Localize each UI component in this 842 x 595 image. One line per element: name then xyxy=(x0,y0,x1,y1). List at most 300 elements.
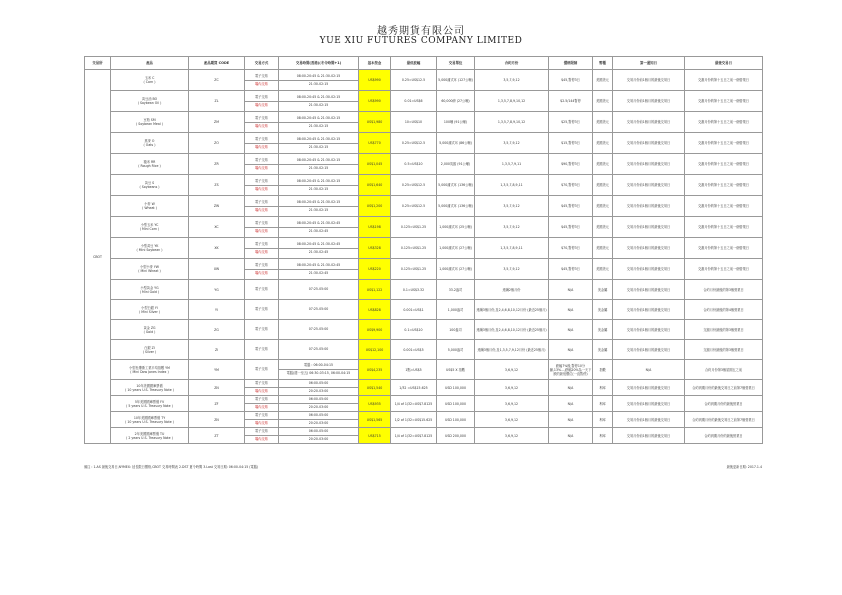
last-trading-cell: 交割月份最後的第3個營業日 xyxy=(685,340,763,360)
product-name: 糙米 RR xyxy=(143,160,156,164)
currency-cell: 美金屬 xyxy=(593,300,613,320)
product-cell xyxy=(111,175,189,196)
product-cell xyxy=(111,280,189,300)
column-header: 基本按金 xyxy=(359,57,391,70)
company-name-en: YUE XIU FUTURES COMPANY LIMITED xyxy=(319,36,523,46)
product-code-cell: XC xyxy=(189,217,245,238)
price-limit-cell: $45,暫停3日 xyxy=(549,217,593,238)
table-row xyxy=(85,91,763,112)
table-row xyxy=(85,280,763,300)
first-notice-cell: 交易月份前1個月的最後交易日 xyxy=(613,175,685,196)
footnote: 備注 : 1.AS 最後交易日,NYMEX: 延長限日價格,CBOT 交易時間表 2.DST 夏令時間 3.Last 交易日期: 06:00-04:15 (電腦) xyxy=(84,465,259,469)
product-cell xyxy=(111,154,189,175)
trading-unit-cell: USD 100,000 xyxy=(437,412,475,428)
currency-cell: 美金屬 xyxy=(593,340,613,360)
contract-months-cell: 連續2個月份 xyxy=(475,280,549,300)
first-notice-cell: 交易月份前1個月的最後交易日 xyxy=(613,320,685,340)
contract-months-cell: 連續3個月份,及1,3,5,7,9,12月份 (最近25個月) xyxy=(475,340,549,360)
trade-method-cell-line: 場內交易 xyxy=(255,102,268,107)
trade-method-cell-line: 場內交易 xyxy=(255,186,268,191)
trading-unit-cell: 100噸 (91公噸) xyxy=(437,112,475,133)
column-header: 產品 xyxy=(111,57,189,70)
margin-cell: US$1,122 xyxy=(359,280,391,300)
trade-method-cell-line: 電子交易 xyxy=(245,262,278,270)
currency-cell: 美金屬 xyxy=(593,320,613,340)
price-limit-cell: $45,暫停3日 xyxy=(549,259,593,280)
trading-hours-cell xyxy=(279,259,359,280)
trade-method-cell xyxy=(245,280,279,300)
table-row xyxy=(85,259,763,280)
price-limit-cell: N/A xyxy=(549,412,593,428)
trading-hours-cell-line: 20:20-03:00 xyxy=(308,421,329,425)
last-trading-cell: 交割月份的第十五日之前一個營業日 xyxy=(685,70,763,91)
trade-method-cell-line: 電子交易 xyxy=(255,347,268,351)
first-notice-cell: 交易月份前1個月的最後交易日 xyxy=(613,238,685,259)
price-limit-cell: $45,暫停3日 xyxy=(549,196,593,217)
trading-unit-cell: 33.2盎司 xyxy=(437,280,475,300)
product-name: 小型黃豆 YK xyxy=(140,244,159,248)
tick-size-cell: 0.01=US$6 xyxy=(391,91,437,112)
trading-hours-cell xyxy=(279,300,359,320)
tick-size-cell: 0.125=US$1.25 xyxy=(391,217,437,238)
product-name: 白銀 ZI xyxy=(144,345,155,350)
product-name: 玉米 C xyxy=(144,76,155,80)
trading-unit-cell: 100盎司 xyxy=(437,320,475,340)
tick-size-cell: 0.001=US$1 xyxy=(391,300,437,320)
trading-unit-cell: USD 100,000 xyxy=(437,380,475,396)
currency-cell: 美金屬 xyxy=(593,280,613,300)
trade-method-cell xyxy=(245,133,279,154)
price-limit-cell: $70,暫停3日 xyxy=(549,175,593,196)
trade-method-cell xyxy=(245,412,279,428)
product-name-en: ( Mini Dow Jones Index ) xyxy=(130,369,169,374)
price-limit-cell: N/A xyxy=(549,396,593,412)
tick-size-cell: 0.25=US$12.5 xyxy=(391,70,437,91)
product-code-cell: ZT xyxy=(189,428,245,444)
product-name-en: ( Oats ) xyxy=(143,143,156,147)
product-name: 黃金 ZG xyxy=(143,325,156,330)
currency-cell: 美國美元 xyxy=(593,217,613,238)
currency-cell: 美國美元 xyxy=(593,175,613,196)
trade-method-cell xyxy=(245,396,279,412)
trading-hours-cell-line: 21:30-02:15 xyxy=(308,207,329,212)
trading-unit-cell: 5,000盎司 xyxy=(437,340,475,360)
trade-method-cell-line: 場內交易 xyxy=(255,270,268,275)
trade-method-cell-line: 電子交易 xyxy=(245,220,278,228)
product-cell xyxy=(111,412,189,428)
first-notice-cell: 交易月份前1個月的最後交易日 xyxy=(613,133,685,154)
margin-cell: US$828 xyxy=(359,300,391,320)
product-code-cell: ZC xyxy=(189,70,245,91)
last-trading-cell: 合約月份第3個星期五之前 xyxy=(685,360,763,380)
trading-hours-cell xyxy=(279,154,359,175)
trading-hours-cell-line: 08:00-20:45 & 21:30-02:15 xyxy=(279,178,358,186)
trade-method-cell-line: 電子交易 xyxy=(255,307,268,311)
trading-hours-cell-line: 20:20-03:00 xyxy=(308,405,329,409)
margin-cell: US$990 xyxy=(359,91,391,112)
last-trading-cell: 合約到期月份的最後營業日 xyxy=(685,396,763,412)
contract-months-cell: 3,6,9,12 xyxy=(475,380,549,396)
trade-method-cell-line: 電子交易 xyxy=(255,367,268,371)
trading-hours-cell-line: 06:00-05:00 xyxy=(279,428,358,436)
product-name: 小型玉米 YC xyxy=(140,223,159,227)
table-row xyxy=(85,300,763,320)
trade-method-cell-line: 電子交易 xyxy=(245,199,278,207)
trading-hours-cell-line: 21:30-02:15 xyxy=(308,165,329,170)
trading-hours-cell-line: 08:00-20:45 & 21:30-02:15 xyxy=(279,115,358,123)
exchange-cell: CBOT xyxy=(85,70,111,444)
trading-hours-cell-line: 電腦(週一至五) 06:30-03:15, 06:00-04:15 xyxy=(286,371,351,375)
trading-hours-cell-line: 08:00-20:45 & 21:30-02:45 xyxy=(279,220,358,228)
product-cell xyxy=(111,91,189,112)
product-name: 小型小麥 YW xyxy=(140,265,159,269)
table-row xyxy=(85,360,763,380)
price-limit-cell: N/A xyxy=(549,300,593,320)
contract-months-cell: 3,5,7,9,12 xyxy=(475,133,549,154)
last-trading-cell: 交割月份的第十五日之前一個營業日 xyxy=(685,91,763,112)
trading-hours-cell xyxy=(279,196,359,217)
contract-months-cell: 3,5,7,9,12 xyxy=(475,259,549,280)
product-cell xyxy=(111,428,189,444)
trading-hours-cell-line: 08:00-20:45 & 21:30-02:15 xyxy=(279,73,358,81)
trading-hours-cell-line: 08:00-20:45 & 21:30-02:15 xyxy=(279,94,358,102)
currency-cell: 美國美元 xyxy=(593,70,613,91)
table-row xyxy=(85,175,763,196)
trade-method-cell-line: 場內交易 xyxy=(255,249,268,254)
product-code-cell: ZG xyxy=(189,320,245,340)
trading-hours-cell-line: 電腦 : 06:00-04:15 xyxy=(279,362,358,370)
table-header-row xyxy=(85,57,763,70)
product-code-cell: ZO xyxy=(189,133,245,154)
price-limit-cell: N/A xyxy=(549,380,593,396)
trade-method-cell-line: 場內交易 xyxy=(255,123,268,128)
product-cell xyxy=(111,380,189,396)
tick-size-cell: 0.001=US$5 xyxy=(391,340,437,360)
product-name-en: ( Mini Corn ) xyxy=(139,227,160,231)
trading-hours-cell xyxy=(279,320,359,340)
last-trading-cell: 合約到期月份的最後營業日 xyxy=(685,428,763,444)
product-name-en: ( Soybeans ) xyxy=(139,185,160,189)
trade-method-cell xyxy=(245,238,279,259)
currency-cell: 美國美元 xyxy=(593,133,613,154)
trade-method-cell xyxy=(245,154,279,175)
product-code-cell: XW xyxy=(189,259,245,280)
product-cell xyxy=(111,70,189,91)
trading-hours-cell-line: 08:00-20:45 & 21:30-02:45 xyxy=(279,241,358,249)
trading-hours-cell-line: 06:00-05:00 xyxy=(279,412,358,420)
product-cell xyxy=(111,340,189,360)
currency-cell: 利率 xyxy=(593,428,613,444)
trading-hours-cell-line: 21:30-02:45 xyxy=(308,249,329,254)
contract-months-cell: 連續3個月份,及2,4,6,8,10,12月份 (最近25個月) xyxy=(475,300,549,320)
last-trading-cell: 合約到期月份的最後交易日之前第7個營業日 xyxy=(685,412,763,428)
trade-method-cell-line: 場內交易 xyxy=(255,144,268,149)
price-limit-cell: N/A xyxy=(549,280,593,300)
product-name: 小麥 W xyxy=(144,202,155,206)
contract-months-cell: 1,3,5,7,8,9,10,12 xyxy=(475,112,549,133)
tick-size-cell: 0.25=US$12.5 xyxy=(391,196,437,217)
last-trading-cell: 交割月份的第十五日之前一個營業日 xyxy=(685,217,763,238)
trade-method-cell xyxy=(245,91,279,112)
tick-size-cell: 0.25=US$12.5 xyxy=(391,175,437,196)
trade-method-cell-line: 電子交易 xyxy=(245,73,278,81)
price-limit-cell: $70,暫停3日 xyxy=(549,238,593,259)
first-notice-cell: 交易月份前1個月的最後交易日 xyxy=(613,259,685,280)
trade-method-cell-line: 電子交易 xyxy=(245,396,278,404)
product-name-en: ( Silver ) xyxy=(142,349,157,354)
trade-method-cell xyxy=(245,380,279,396)
product-name-en: ( Corn ) xyxy=(143,80,156,84)
last-trading-cell: 交割月份的第十五日之前一個營業日 xyxy=(685,196,763,217)
margin-cell: US$1,540 xyxy=(359,380,391,396)
table-row xyxy=(85,428,763,444)
product-name: 10年美國國庫票債 TY xyxy=(133,415,166,420)
margin-cell: US$1,045 xyxy=(359,154,391,175)
product-name-en: ( Soybean Oil ) xyxy=(137,101,162,105)
table-row xyxy=(85,196,763,217)
trade-method-cell-line: 電子交易 xyxy=(245,380,278,388)
trading-hours-cell-line: 21:30-02:45 xyxy=(308,270,329,275)
trading-hours-cell xyxy=(279,70,359,91)
product-name-en: ( Gold ) xyxy=(143,329,156,334)
margin-cell: US$9,900 xyxy=(359,320,391,340)
trade-method-cell-line: 場內交易 xyxy=(255,389,268,393)
trade-method-cell-line: 場內交易 xyxy=(255,405,268,409)
product-code-cell: ZF xyxy=(189,396,245,412)
trade-method-cell-line: 電子交易 xyxy=(245,241,278,249)
contract-months-cell: 1,3,5,7,8,9,11 xyxy=(475,238,549,259)
price-limit-cell: $90,暫停3日 xyxy=(549,154,593,175)
margin-cell: US$990 xyxy=(359,70,391,91)
trading-hours-cell-line: 21:30-02:15 xyxy=(308,144,329,149)
trading-hours-cell-line: 08:00-20:45 & 21:30-02:45 xyxy=(279,262,358,270)
product-name: 燕麥 O xyxy=(144,139,155,143)
trade-method-cell xyxy=(245,175,279,196)
price-limit-cell: N/A xyxy=(549,340,593,360)
price-limit-cell: $15,暫停3日 xyxy=(549,133,593,154)
trading-hours-cell-line: 07:25-05:00 xyxy=(308,347,329,351)
trade-method-cell-line: 場內交易 xyxy=(255,421,268,425)
product-cell xyxy=(111,112,189,133)
trading-hours-cell-line: 08:00-20:45 & 21:30-02:15 xyxy=(279,136,358,144)
product-code-cell: ZN xyxy=(189,412,245,428)
trade-method-cell xyxy=(245,196,279,217)
price-limit-cell: N/A xyxy=(549,428,593,444)
futures-spec-table xyxy=(84,56,763,444)
margin-cell: US$4,235 xyxy=(359,360,391,380)
trading-hours-cell-line: 21:30-02:15 xyxy=(308,186,329,191)
trade-method-cell-line: 場內交易 xyxy=(255,228,268,233)
product-cell xyxy=(111,196,189,217)
trade-method-cell-line: 場內交易 xyxy=(255,437,268,441)
trade-method-cell xyxy=(245,70,279,91)
table-row xyxy=(85,70,763,91)
product-code-cell: XK xyxy=(189,238,245,259)
trading-hours-cell-line: 08:00-20:45 & 21:30-02:15 xyxy=(279,157,358,165)
product-name: 5年美國國庫票債 FV xyxy=(134,399,165,404)
trading-unit-cell: 1,000蒲式耳 (27公噸) xyxy=(437,238,475,259)
column-header: 交易時間(香港)(冬令時間+1) xyxy=(279,57,359,70)
table-row xyxy=(85,320,763,340)
trading-unit-cell: 5,000蒲式耳 (86公噸) xyxy=(437,133,475,154)
trading-hours-cell-line: 21:30-02:15 xyxy=(308,123,329,128)
company-name-cn: 越秀期貨有限公司 xyxy=(377,26,465,37)
first-notice-cell: 交易月份前1個月的最後交易日 xyxy=(613,412,685,428)
product-name: 黃豆油 BO xyxy=(141,97,158,101)
product-name-en: ( 10 years U.S. Treasury Note ) xyxy=(125,387,174,392)
product-name-en: ( Mini Wheat ) xyxy=(138,269,161,273)
trading-hours-cell-line: 06:00-05:00 xyxy=(279,396,358,404)
trading-hours-cell-line: 07:25-05:00 xyxy=(308,307,329,311)
product-code-cell: ZI xyxy=(189,340,245,360)
column-header: 第一通知日 xyxy=(613,57,685,70)
product-name-en: ( 10 years U.S. Treasury Note ) xyxy=(125,419,174,424)
currency-cell: 美國美元 xyxy=(593,91,613,112)
trading-hours-cell-line: 21:30-02:15 xyxy=(308,102,329,107)
trading-unit-cell: US$5 X 指數 xyxy=(437,360,475,380)
last-trading-cell: 交割月份的第十五日之前一個營業日 xyxy=(685,238,763,259)
last-trading-cell: 交割月份的第十五日之前一個營業日 xyxy=(685,259,763,280)
table-row xyxy=(85,217,763,238)
tick-size-cell: 0.1=US$10 xyxy=(391,320,437,340)
tick-size-cell: 0.1=US$3.32 xyxy=(391,280,437,300)
trade-method-cell-line: 電子交易 xyxy=(245,428,278,436)
last-trading-cell: 合約月份最後的第3個營業日 xyxy=(685,280,763,300)
table-row xyxy=(85,396,763,412)
trade-method-cell-line: 電子交易 xyxy=(245,178,278,186)
table-row xyxy=(85,154,763,175)
trade-method-cell xyxy=(245,259,279,280)
trading-unit-cell: 1,000蒲式耳 (27公噸) xyxy=(437,259,475,280)
trading-hours-cell xyxy=(279,396,359,412)
trade-method-cell-line: 場內交易 xyxy=(255,165,268,170)
product-name-en: ( Rough Rice ) xyxy=(138,164,161,168)
table-row xyxy=(85,380,763,396)
product-code-cell: ZN xyxy=(189,380,245,396)
margin-cell: US$715 xyxy=(359,428,391,444)
currency-cell: 利率 xyxy=(593,396,613,412)
trade-method-cell-line: 場內交易 xyxy=(255,207,268,212)
trading-hours-cell xyxy=(279,175,359,196)
trade-method-cell xyxy=(245,300,279,320)
currency-cell: 美國美元 xyxy=(593,259,613,280)
column-header: 價格限制 xyxy=(549,57,593,70)
tick-size-cell: 1點=US$5 xyxy=(391,360,437,380)
product-cell xyxy=(111,396,189,412)
table-row xyxy=(85,412,763,428)
contract-months-cell: 1,3,5,7,8,9,10,12 xyxy=(475,91,549,112)
last-trading-cell: 合約月份最後的第4個營業日 xyxy=(685,300,763,320)
product-code-cell: ZM xyxy=(189,112,245,133)
contract-months-cell: 3,5,7,9,12 xyxy=(475,70,549,91)
first-notice-cell: 交易月份前1個月的最後交易日 xyxy=(613,340,685,360)
margin-cell: US$1,565 xyxy=(359,412,391,428)
first-notice-cell: N/A xyxy=(613,360,685,380)
trading-hours-cell xyxy=(279,412,359,428)
margin-cell: US$1,200 xyxy=(359,196,391,217)
margin-cell: US$220 xyxy=(359,259,391,280)
table-row xyxy=(85,238,763,259)
product-name-en: ( Wheat ) xyxy=(142,206,157,210)
margin-cell: US$328 xyxy=(359,238,391,259)
contract-months-cell: 1,3,5,7,8,9,11 xyxy=(475,175,549,196)
product-name-en: ( Mini Silver ) xyxy=(138,309,161,314)
column-header: 合約月份 xyxy=(475,57,549,70)
trade-method-cell-line: 電子交易 xyxy=(245,115,278,123)
last-trading-cell: 交割月份的第十五日之前一個營業日 xyxy=(685,133,763,154)
updated-date: 最後更新日期: 2017.1.4 xyxy=(726,465,762,469)
product-name: 小型杜瓊斯工業平均指數 YM xyxy=(129,365,170,370)
last-trading-cell: 交割月份的第十五日之前一個營業日 xyxy=(685,175,763,196)
margin-cell: US$1,980 xyxy=(359,112,391,133)
trading-hours-cell-line: 20:20-03:00 xyxy=(308,389,329,393)
product-code-cell: YI xyxy=(189,300,245,320)
trade-method-cell-line: 電子交易 xyxy=(245,412,278,420)
product-name-en: ( Mini Soybean ) xyxy=(136,248,163,252)
product-name: 豆粕 SM xyxy=(143,118,156,122)
trading-unit-cell: 5,000蒲式耳 (136公噸) xyxy=(437,175,475,196)
trade-method-cell xyxy=(245,428,279,444)
last-trading-cell: 合約到期月份的最後交易日之前第7個營業日 xyxy=(685,380,763,396)
product-cell xyxy=(111,320,189,340)
tick-size-cell: 0.25=US$12.5 xyxy=(391,133,437,154)
table-row xyxy=(85,340,763,360)
last-trading-cell: 交割月份的第十五日之前一個營業日 xyxy=(685,154,763,175)
trading-hours-cell-line: 06:00-05:00 xyxy=(279,380,358,388)
trade-method-cell-line: 電子交易 xyxy=(245,157,278,165)
first-notice-cell: 交易月份前1個月的最後交易日 xyxy=(613,112,685,133)
trade-method-cell xyxy=(245,360,279,380)
first-notice-cell: 交易月份前1個月的最後交易日 xyxy=(613,70,685,91)
margin-cell: US$935 xyxy=(359,396,391,412)
price-limit-cell: $2.5/144暫停 xyxy=(549,91,593,112)
tick-size-cell: 0.125=US$1.25 xyxy=(391,238,437,259)
trading-hours-cell-line: 20:20-03:00 xyxy=(308,437,329,441)
trading-hours-cell xyxy=(279,428,359,444)
contract-months-cell: 3,6,9,12 xyxy=(475,412,549,428)
currency-cell: 美國美元 xyxy=(593,238,613,259)
product-cell xyxy=(111,259,189,280)
product-code-cell: YM xyxy=(189,360,245,380)
contract-months-cell: 3,6,9,12 xyxy=(475,396,549,412)
column-header: 最後交易日 xyxy=(685,57,763,70)
trading-hours-cell-line: 21:30-02:45 xyxy=(308,228,329,233)
trade-method-cell-line: 電子交易 xyxy=(245,94,278,102)
trading-unit-cell: USD 100,000 xyxy=(437,396,475,412)
trading-unit-cell: USD 200,000 xyxy=(437,428,475,444)
last-trading-cell: 交割月份的第十五日之前一個營業日 xyxy=(685,112,763,133)
product-name: 2年美國國庫票債 TU xyxy=(134,431,165,436)
first-notice-cell: 交易月份前1個月的最後交易日 xyxy=(613,280,685,300)
trading-hours-cell xyxy=(279,112,359,133)
product-name: 小型白銀 YI xyxy=(141,305,158,310)
product-cell xyxy=(111,133,189,154)
column-header: 最低波幅 xyxy=(391,57,437,70)
first-notice-cell: 交易月份前1個月的最後交易日 xyxy=(613,91,685,112)
contract-months-cell: 1,3,5,7,9,11 xyxy=(475,154,549,175)
column-header: 幣種 xyxy=(593,57,613,70)
column-header: 交易單位 xyxy=(437,57,475,70)
tick-size-cell: 0.125=US$1.25 xyxy=(391,259,437,280)
currency-cell: 美國美元 xyxy=(593,196,613,217)
trade-method-cell-line: 電子交易 xyxy=(245,136,278,144)
trading-unit-cell: 1,000蒲式耳 (25公噸) xyxy=(437,217,475,238)
currency-cell: 利率 xyxy=(593,412,613,428)
first-notice-cell: 交易月份前1個月的最後交易日 xyxy=(613,428,685,444)
trading-unit-cell: 1,000盎司 xyxy=(437,300,475,320)
trade-method-cell-line: 場內交易 xyxy=(255,81,268,86)
contract-months-cell: 3,5,7,9,12 xyxy=(475,196,549,217)
